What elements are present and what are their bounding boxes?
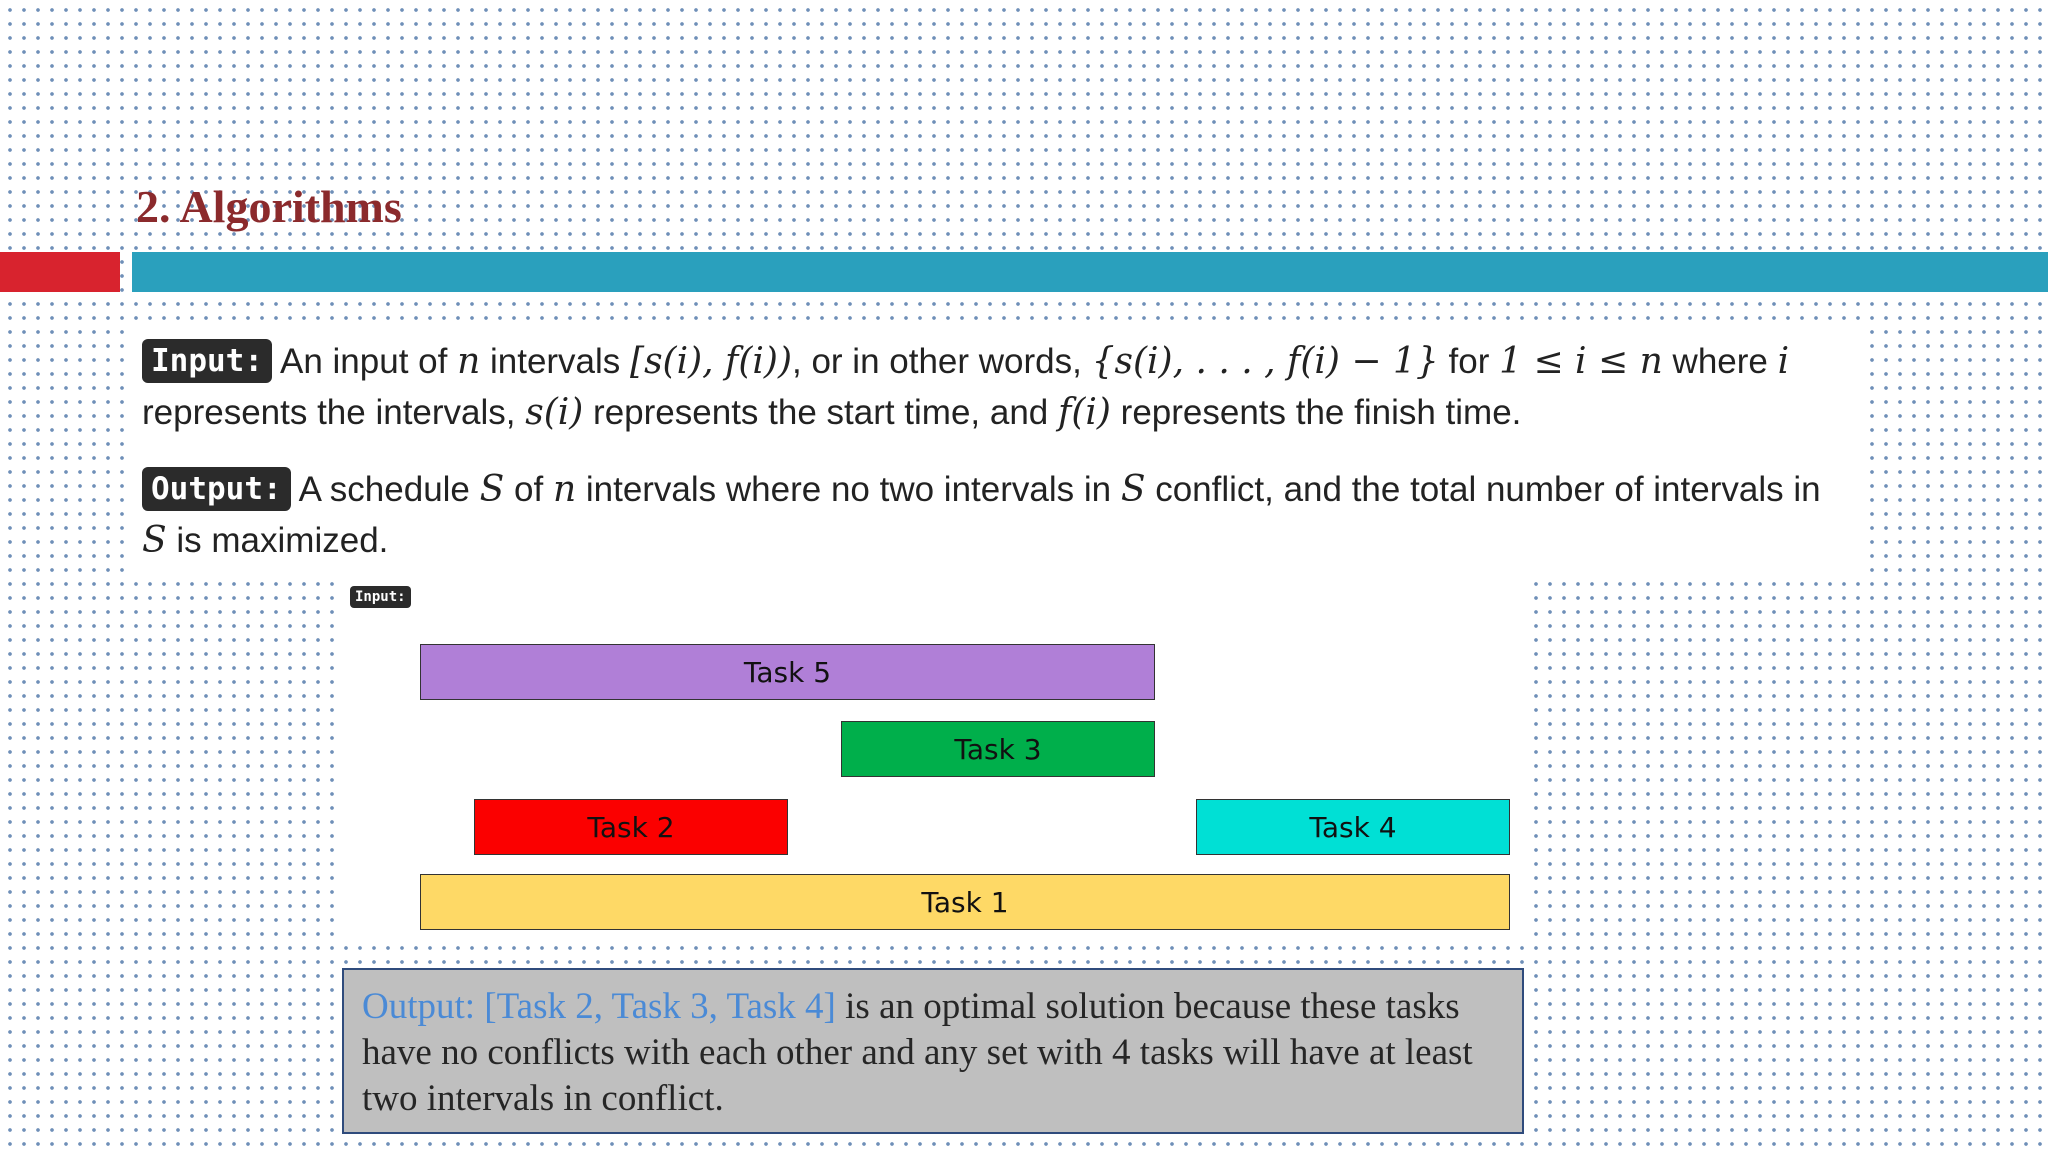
input-definition [142,336,1852,438]
output-text-part: conflict, and the total number of intervals in [1145,470,1821,509]
output-text-part: is maximized. [166,521,389,560]
input-text-part: , or in other words, [792,342,1092,381]
math-n: n [552,469,577,510]
accent-bar-teal [132,252,2048,292]
input-text-part: represents the start time, and [583,393,1058,432]
input-text-part: An input of [279,342,458,381]
output-explanation-box [342,968,1524,1134]
math-n: n [457,341,481,382]
math-index-range: 1 ≤ i ≤ n [1499,341,1663,382]
math-i: i [1777,341,1790,382]
output-text-part: intervals where no two intervals in [576,470,1121,509]
task-2-interval: Task 2 [474,799,788,855]
input-text-part: where [1662,342,1778,381]
interval-diagram [340,582,1526,942]
accent-bar-red [0,252,120,292]
task-5-interval: Task 5 [420,644,1155,700]
output-tag: Output: [142,467,291,511]
math-interval: [s(i), f(i)) [630,341,793,382]
output-definition [142,464,1852,566]
input-text-part: represents the intervals, [142,393,526,432]
input-text-part: for [1438,342,1500,381]
output-text-part: A schedule [298,470,480,509]
problem-definition-panel [130,322,1860,572]
output-highlight: Output: [Task 2, Task 3, Task 4] [362,986,836,1027]
output-text-part: of [504,470,553,509]
math-finish-time: f(i) [1058,392,1111,433]
slide-title: 2. Algorithms [136,181,402,232]
input-text-part: represents the finish time. [1110,393,1522,432]
diagram-input-tag: Input: [350,586,411,608]
task-1-interval: Task 1 [420,874,1510,930]
math-S: S [142,520,167,561]
math-S: S [479,469,505,510]
math-interval-set: {s(i), . . . , f(i) − 1} [1091,341,1439,382]
input-tag: Input: [142,339,272,383]
math-S: S [1120,469,1146,510]
task-4-interval: Task 4 [1196,799,1510,855]
math-start-time: s(i) [525,392,584,433]
task-3-interval: Task 3 [841,721,1155,777]
input-text-part: intervals [480,342,631,381]
output-explanation-text: is an optimal solution because these tasks have no conflicts with each other and any set with 4 tasks will have at least two intervals in conflict. [362,986,1473,1119]
